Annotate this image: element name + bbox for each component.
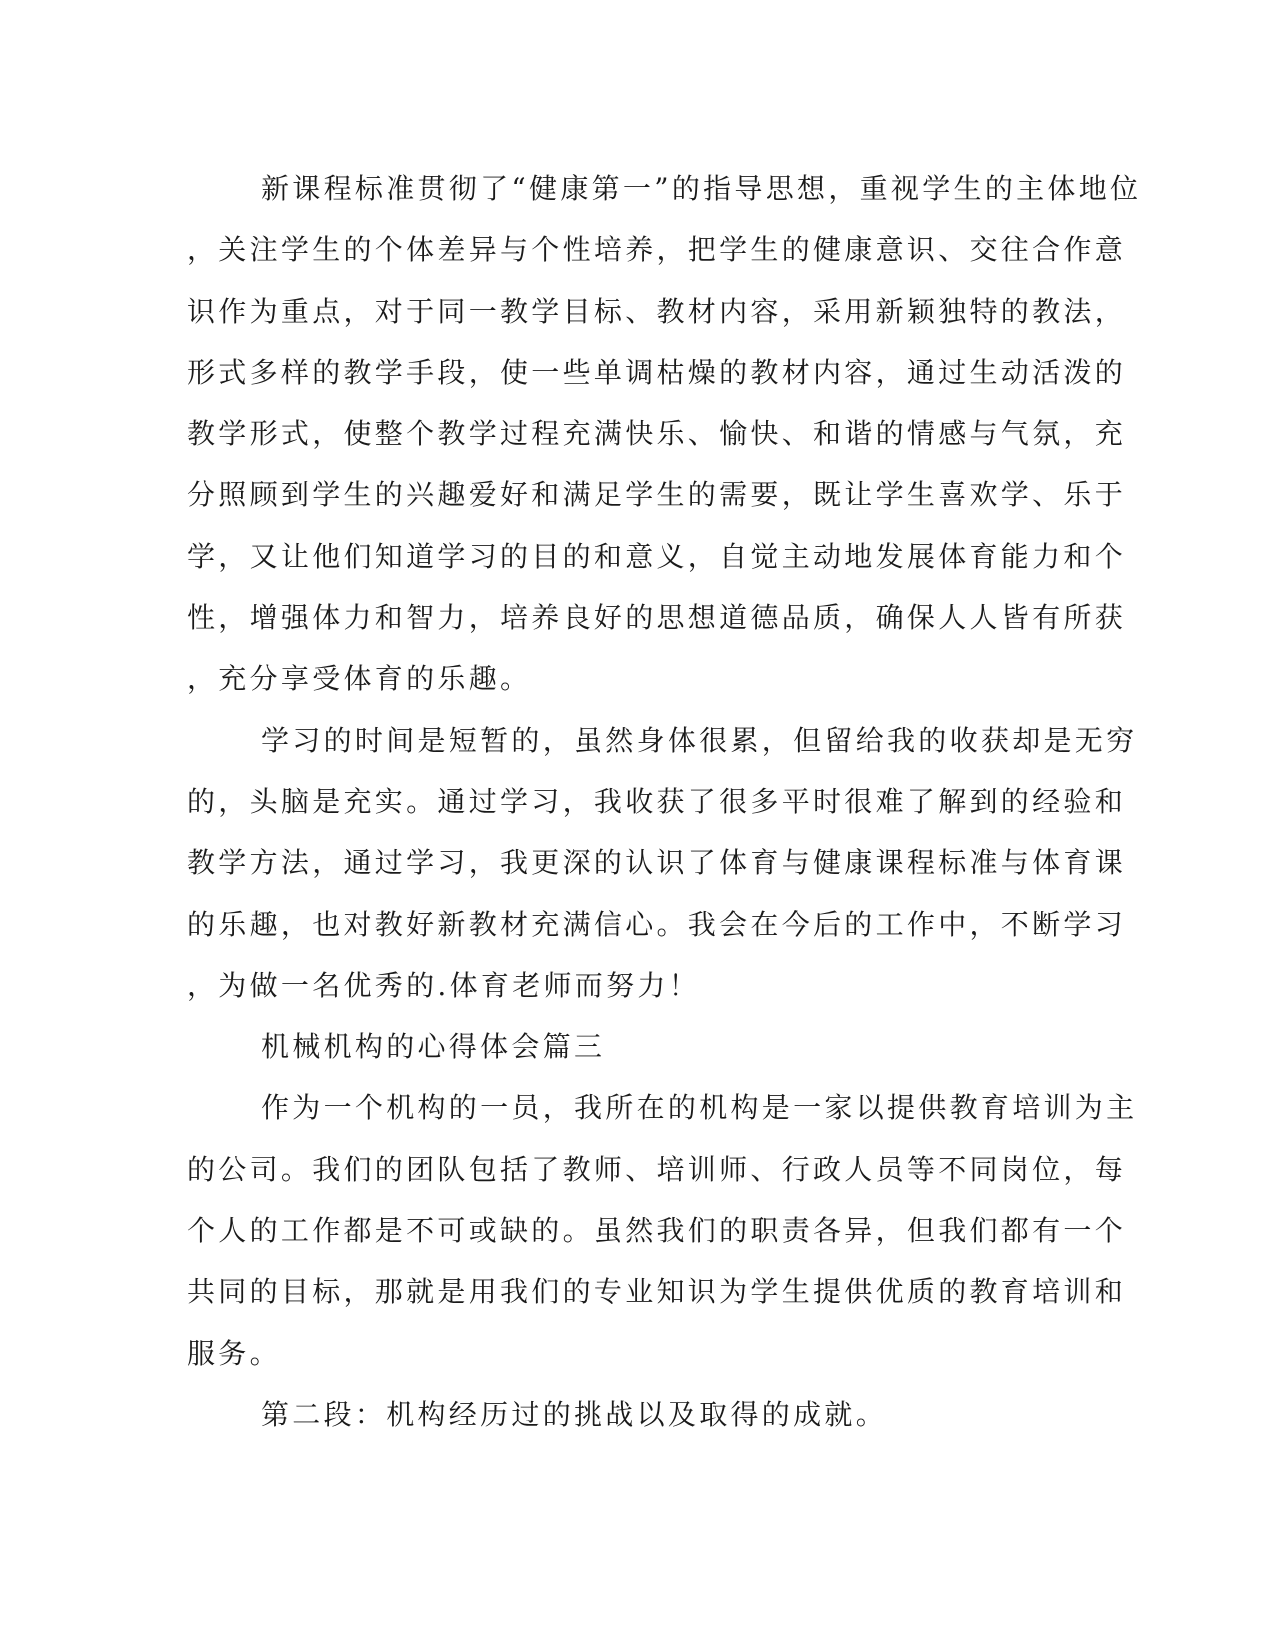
text-line: 形式多样的教学手段，使一些单调枯燥的教材内容，通过生动活泼的	[187, 355, 1127, 389]
text-line: 教学形式，使整个教学过程充满快乐、愉快、和谐的情感与气氛，充	[187, 417, 1127, 451]
text-line: ，充分享受体育的乐趣。	[187, 662, 532, 696]
text-line: ，为做一名优秀的.体育老师而努力！	[187, 968, 701, 1002]
text-line: 学习的时间是短暂的，虽然身体很累，但留给我的收获却是无穷	[261, 723, 1138, 757]
text-line: 共同的目标，那就是用我们的专业知识为学生提供优质的教育培训和	[187, 1275, 1127, 1309]
text-line: 个人的工作都是不可或缺的。虽然我们的职责各异，但我们都有一个	[187, 1214, 1127, 1248]
text-line: 的，头脑是充实。通过学习，我收获了很多平时很难了解到的经验和	[187, 784, 1127, 818]
text-line: 的乐趣，也对教好新教材充满信心。我会在今后的工作中，不断学习	[187, 907, 1127, 941]
text-line: 教学方法，通过学习，我更深的认识了体育与健康课程标准与体育课	[187, 846, 1127, 880]
text-line: 性，增强体力和智力，培养良好的思想道德品质，确保人人皆有所获	[187, 601, 1127, 635]
text-line: 识作为重点，对于同一教学目标、教材内容，采用新颖独特的教法，	[187, 294, 1127, 328]
text-line: 第二段：机构经历过的挑战以及取得的成就。	[261, 1397, 888, 1431]
text-line: ，关注学生的个体差异与个性培养，把学生的健康意识、交往合作意	[187, 233, 1127, 267]
text-line: 的公司。我们的团队包括了教师、培训师、行政人员等不同岗位，每	[187, 1152, 1127, 1186]
section-heading: 机械机构的心得体会篇三	[261, 1030, 606, 1064]
text-line: 作为一个机构的一员，我所在的机构是一家以提供教育培训为主	[261, 1091, 1138, 1125]
text-line: 新课程标准贯彻了“健康第一”的指导思想，重视学生的主体地位	[261, 172, 1142, 205]
text-line: 服务。	[187, 1336, 281, 1370]
text-line: 分照顾到学生的兴趣爱好和满足学生的需要，既让学生喜欢学、乐于	[187, 478, 1127, 512]
text-line: 学，又让他们知道学习的目的和意义，自觉主动地发展体育能力和个	[187, 539, 1127, 573]
document-body	[187, 158, 1142, 1445]
